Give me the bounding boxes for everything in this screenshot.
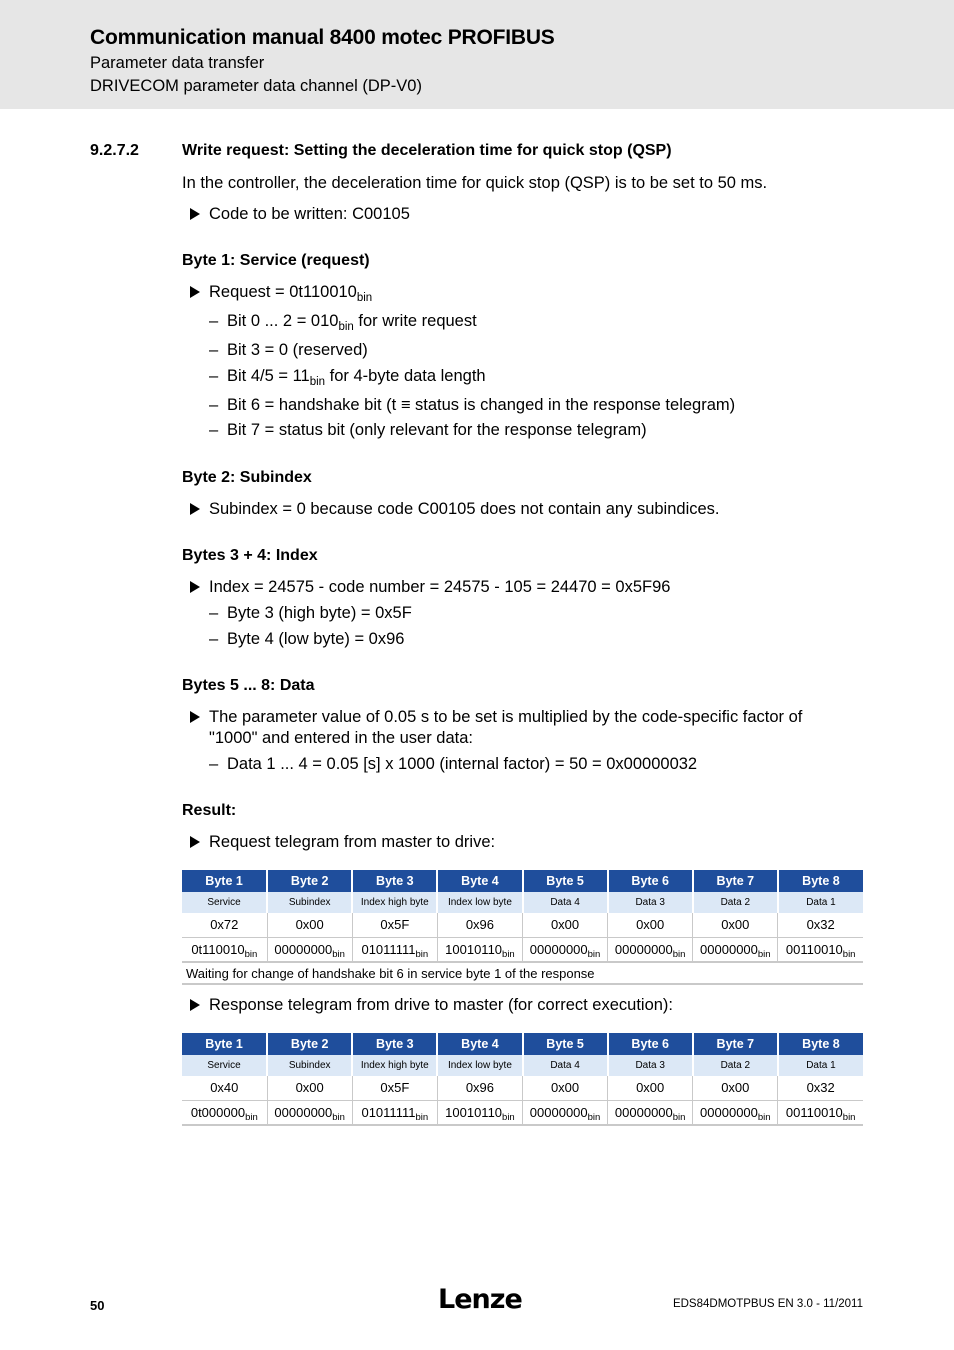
data-item: Data 1 ... 4 = 0.05 [s] x 1000 (internal factor) = 50 = 0x00000032 — [227, 755, 698, 773]
dash-marker: – — [209, 421, 219, 439]
table-cell: $00000000_{bin}$ — [267, 1100, 352, 1125]
table-cell: Subindex — [267, 892, 352, 913]
byte3-item: Byte 3 (high byte) = 0x5F — [227, 604, 412, 622]
column-header: Byte 5 — [523, 1033, 608, 1055]
bytes58-heading: Bytes 5 ... 8: Data — [182, 677, 315, 694]
dash-marker: – — [209, 312, 219, 330]
chapter-title: Parameter data transfer — [90, 54, 265, 72]
table-cell: $01011111_{bin}$ — [352, 937, 437, 962]
table-cell: 0x96 — [437, 913, 522, 937]
table-cell: 0x00 — [608, 913, 693, 937]
dash-marker: – — [209, 755, 219, 773]
hex-row — [182, 913, 863, 937]
data-bullet-line1: The parameter value of 0.05 s to be set is multiplied by the code-specific factor of — [209, 708, 803, 726]
column-header: Byte 8 — [778, 870, 863, 892]
bit3-item: Bit 3 = 0 (reserved) — [227, 341, 368, 359]
table-cell: 0x32 — [778, 913, 863, 937]
byte1-heading: Byte 1: Service (request) — [182, 252, 370, 269]
column-header: Byte 4 — [437, 870, 522, 892]
table-cell: 0x00 — [267, 1076, 352, 1100]
table-cell: Data 4 — [523, 892, 608, 913]
bullet-arrow-icon — [190, 711, 200, 723]
column-header: Byte 1 — [182, 1033, 267, 1055]
bullet-arrow-icon — [190, 581, 200, 593]
table-cell: 0x96 — [437, 1076, 522, 1100]
bullet-arrow-icon — [190, 208, 200, 220]
bullet-arrow-icon — [190, 503, 200, 515]
column-header: Byte 6 — [608, 1033, 693, 1055]
bytes34-heading: Bytes 3 + 4: Index — [182, 547, 318, 564]
column-header: Byte 1 — [182, 870, 267, 892]
request-bullet: Request = $0t110010_{bin}$ — [209, 283, 373, 304]
dash-marker: – — [209, 341, 219, 359]
page-header — [0, 0, 954, 109]
document-title: Communication manual 8400 motec PROFIBUS — [90, 26, 555, 49]
description-row — [182, 1055, 863, 1076]
table-cell: $00110010_{bin}$ — [778, 937, 863, 962]
data-bullet-line2: "1000" and entered in the user data: — [209, 729, 473, 747]
page-number: 50 — [90, 1298, 105, 1313]
column-header: Byte 2 — [267, 870, 352, 892]
response-telegram-table — [182, 1033, 863, 1126]
table-cell: Index high byte — [352, 1055, 437, 1076]
section-path: DRIVECOM parameter data channel (DP-V0) — [90, 77, 422, 95]
table-cell: 0x32 — [778, 1076, 863, 1100]
request-telegram-bullet: Request telegram from master to drive: — [209, 833, 496, 851]
table-cell: $00000000_{bin}$ — [693, 937, 778, 962]
response-telegram-bullet: Response telegram from drive to master (for correct execution): — [209, 996, 674, 1014]
note-row — [182, 962, 863, 984]
table-cell: $0t110010_{bin}$ — [182, 937, 267, 962]
byte2-heading: Byte 2: Subindex — [182, 469, 312, 486]
table-cell: Data 2 — [693, 892, 778, 913]
table-cell: $10010110_{bin}$ — [437, 937, 522, 962]
subindex-bullet: Subindex = 0 because code C00105 does not contain any subindices. — [209, 500, 720, 518]
intro-paragraph: In the controller, the deceleration time for quick stop (QSP) is to be set to 50 ms. — [182, 174, 768, 192]
bit6-item: Bit 6 = handshake bit (t ≡ status is changed in the response telegram) — [227, 396, 736, 414]
dash-marker: – — [209, 367, 219, 385]
table-cell: 0x40 — [182, 1076, 267, 1100]
table-cell: 0x00 — [608, 1076, 693, 1100]
table-cell: $0t000000_{bin}$ — [182, 1100, 267, 1125]
table-cell: $01011111_{bin}$ — [352, 1100, 437, 1125]
hex-row — [182, 1076, 863, 1100]
table-cell: Data 4 — [523, 1055, 608, 1076]
byte4-item: Byte 4 (low byte) = 0x96 — [227, 630, 405, 648]
request-telegram-table — [182, 870, 863, 985]
bullet-arrow-icon — [190, 836, 200, 848]
table-cell: 0x00 — [523, 913, 608, 937]
table-cell: Data 3 — [608, 1055, 693, 1076]
table-cell: $00000000_{bin}$ — [523, 1100, 608, 1125]
table-note: Waiting for change of handshake bit 6 in service byte 1 of the response — [182, 962, 863, 984]
column-header: Byte 3 — [352, 870, 437, 892]
table-cell: 0x00 — [693, 1076, 778, 1100]
table-cell: 0x00 — [693, 913, 778, 937]
table-cell: Service — [182, 1055, 267, 1076]
bit7-item: Bit 7 = status bit (only relevant for the response telegram) — [227, 421, 647, 439]
dash-marker: – — [209, 604, 219, 622]
column-header: Byte 7 — [693, 870, 778, 892]
table-cell: $00000000_{bin}$ — [267, 937, 352, 962]
lenze-logo: Lenze — [438, 1284, 522, 1315]
bullet-arrow-icon — [190, 286, 200, 298]
table-cell: 0x00 — [523, 1076, 608, 1100]
table-cell: $00000000_{bin}$ — [693, 1100, 778, 1125]
table-cell: Data 1 — [778, 1055, 863, 1076]
table-cell: Index low byte — [437, 892, 522, 913]
column-header: Byte 8 — [778, 1033, 863, 1055]
table-cell: Data 1 — [778, 892, 863, 913]
column-header: Byte 2 — [267, 1033, 352, 1055]
table-cell: $00000000_{bin}$ — [608, 937, 693, 962]
table-cell: $10010110_{bin}$ — [437, 1100, 522, 1125]
table-cell: 0x72 — [182, 913, 267, 937]
table-cell: $00110010_{bin}$ — [778, 1100, 863, 1125]
binary-row — [182, 1100, 863, 1125]
code-bullet: Code to be written: C00105 — [209, 205, 410, 223]
table-header-row — [182, 870, 863, 892]
table-cell: Data 3 — [608, 892, 693, 913]
bit0-item: Bit 0 ... $2 = 010_{bin}$ for write request — [227, 312, 477, 333]
index-bullet: Index = 24575 - code number = 24575 - 105 = 24470 = 0x5F96 — [209, 578, 671, 596]
document-id: EDS84DMOTPBUS EN 3.0 - 11/2011 — [672, 1298, 863, 1310]
dash-marker: – — [209, 630, 219, 648]
table-cell: Index low byte — [437, 1055, 522, 1076]
table-cell: 0x5F — [352, 913, 437, 937]
description-row — [182, 892, 863, 913]
result-heading: Result: — [182, 802, 237, 819]
column-header: Byte 6 — [608, 870, 693, 892]
table-cell: Service — [182, 892, 267, 913]
column-header: Byte 4 — [437, 1033, 522, 1055]
bullet-arrow-icon — [190, 999, 200, 1011]
dash-marker: – — [209, 396, 219, 414]
section-number: 9.2.7.2 — [90, 142, 139, 159]
table-cell: $00000000_{bin}$ — [523, 937, 608, 962]
table-header-row — [182, 1033, 863, 1055]
table-cell: Index high byte — [352, 892, 437, 913]
section-title: Write request: Setting the deceleration time for quick stop (QSP) — [182, 142, 672, 159]
table-cell: Subindex — [267, 1055, 352, 1076]
bit45-item: Bit $4/5 = 11_{bin}$ for 4-byte data length — [227, 367, 486, 388]
binary-row — [182, 937, 863, 962]
column-header: Byte 7 — [693, 1033, 778, 1055]
table-cell: 0x00 — [267, 913, 352, 937]
table-cell: $00000000_{bin}$ — [608, 1100, 693, 1125]
table-cell: 0x5F — [352, 1076, 437, 1100]
column-header: Byte 3 — [352, 1033, 437, 1055]
table-cell: Data 2 — [693, 1055, 778, 1076]
column-header: Byte 5 — [523, 870, 608, 892]
